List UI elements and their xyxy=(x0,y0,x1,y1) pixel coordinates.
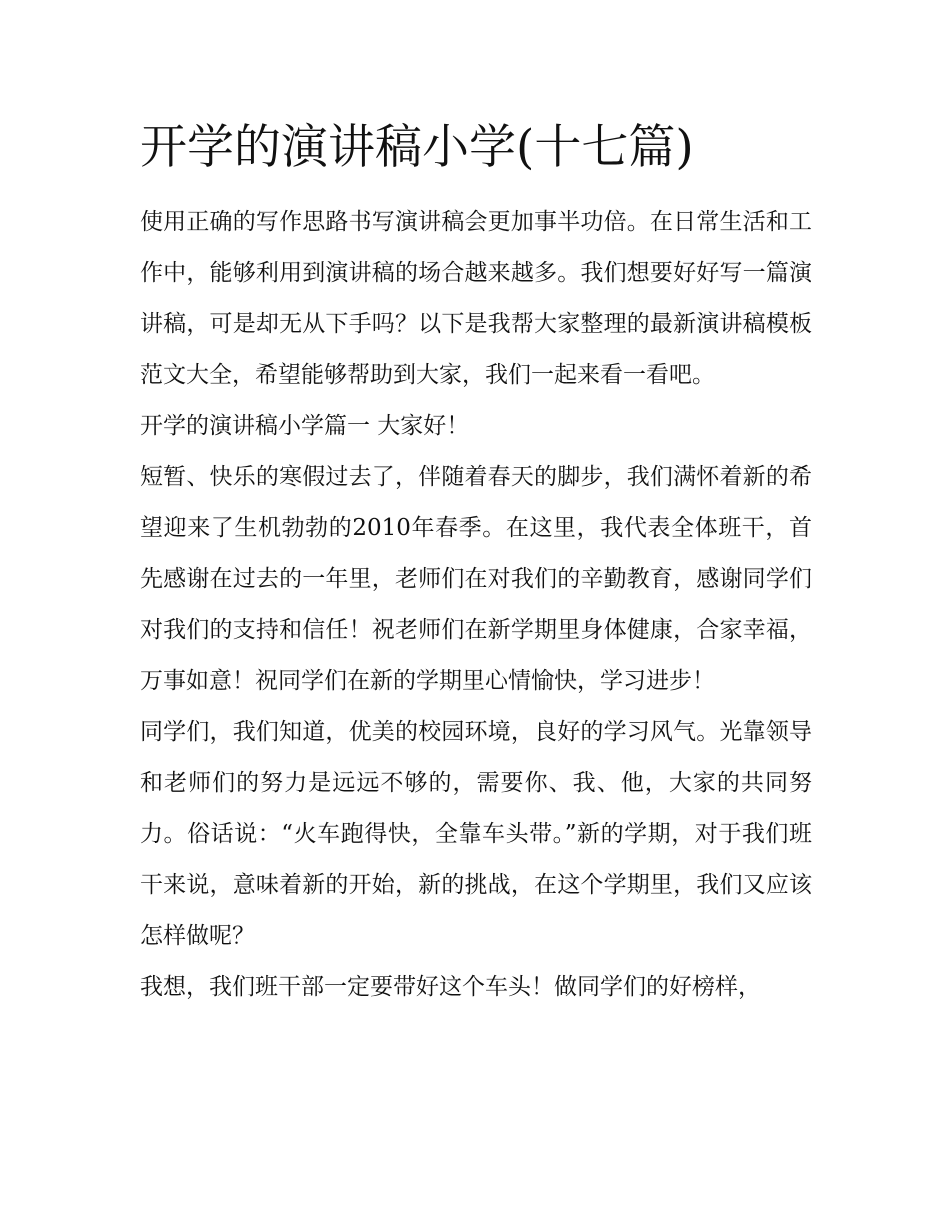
paragraph-greeting: 开学的演讲稿小学篇一 大家好！ xyxy=(140,413,470,439)
paragraph-intro: 使用正确的写作思路书写演讲稿会更加事半功倍。在日常生活和工作中，能够利用到演讲稿的场合越来越多。我们想要好好写一篇演讲稿，可是却无从下手吗？以下是我帮大家整理的最新演讲稿模板范文大全，希望能够帮助到大家，我们一起来看一看吧。 xyxy=(140,209,812,388)
paragraph-class-leaders: 我想，我们班干部一定要带好这个车头！做同学们的好榜样， xyxy=(140,974,761,1000)
paragraph-winter-break: 短暂、快乐的寒假过去了，伴随着春天的脚步，我们满怀着新的希望迎来了生机勃勃的2010年春季。在这里，我代表全体班干，首先感谢在过去的一年里，老师们在对我们的辛勤教育，感谢同学们对我们的支持和信任！祝老师们在新学期里身体健康，合家幸福，万事如意！祝同学们在新的学期里心情愉快，学习进步！ xyxy=(140,464,812,694)
document-title: 开学的演讲稿小学(十七篇) xyxy=(140,120,694,175)
document-body xyxy=(140,197,812,1013)
paragraph-classmates: 同学们，我们知道，优美的校园环境，良好的学习风气。光靠领导和老师们的努力是远远不够的，需要你、我、他，大家的共同努力。俗话说：“火车跑得快，全靠车头带。”新的学期，对于我们班干来说，意味着新的开始，新的挑战，在这个学期里，我们又应该怎样做呢？ xyxy=(140,719,812,949)
